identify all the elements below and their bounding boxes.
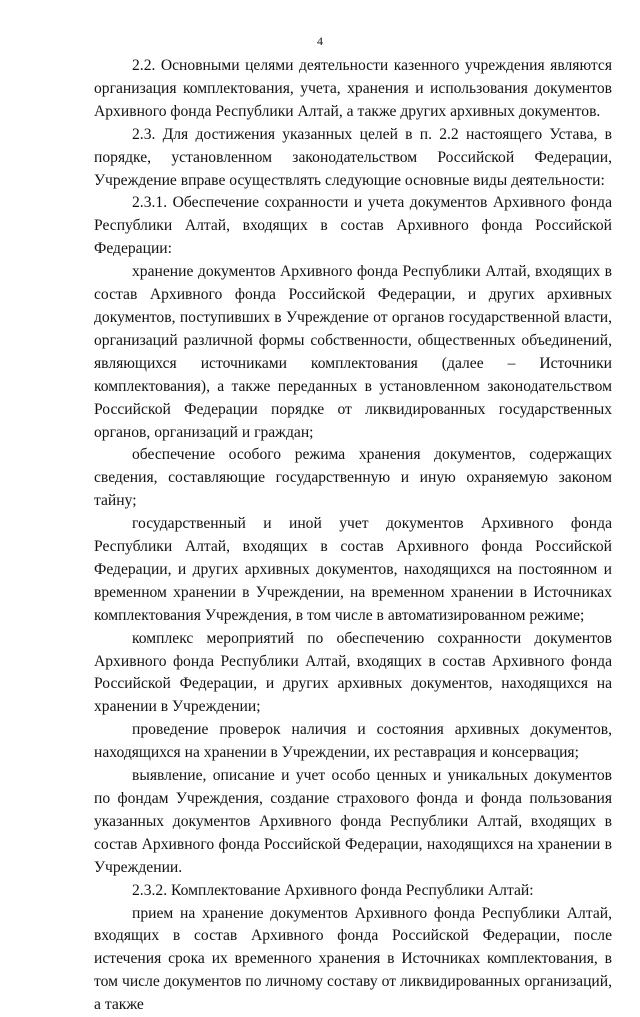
paragraph-inspections: проведение проверок наличия и состояния архивных документов, находящихся на хранении в Учреждении, их реставрация и консервация; xyxy=(94,721,612,762)
document-body xyxy=(94,55,612,1017)
paragraph-2-2: 2.2. Основными целями деятельности казенного учреждения являются организация комплектования, учета, хранения и использования документов Архивного фонда Республики Алтай, а также других архивных документов. xyxy=(94,57,612,120)
paragraph-valuable-documents: выявление, описание и учет особо ценных и уникальных документов по фондам Учреждения, создание страхового фонда и фонда пользования указанных документов Архивного фонда Республики Алтай, входящих в состав Архивного фонда Российской Федерации, находящихся на хранении в Учреждении. xyxy=(94,767,612,876)
paragraph-2-3: 2.3. Для достижения указанных целей в п. 2.2 настоящего Устава, в порядке, установленном законодательством Российской Федерации, Учреждение вправе осуществлять следующие основные виды деятельности: xyxy=(94,125,612,189)
paragraph-state-accounting: государственный и иной учет документов Архивного фонда Республики Алтай, входящих в состав Архивного фонда Российской Федерации, и других архивных документов, находящихся на постоянном и временном хранении в Учреждении, на временном хранении в Источниках комплектования Учреждения, в том числе в автоматизированном режиме; xyxy=(94,515,612,624)
page-number: 4 xyxy=(317,34,323,48)
paragraph-special-regime: обеспечение особого режима хранения документов, содержащих сведения, составляющие государственную и иную охраняемую законом тайну; xyxy=(94,446,612,510)
paragraph-storage: хранение документов Архивного фонда Республики Алтай, входящих в состав Архивного фонда Российской Федерации, и других архивных документов, поступивших в Учреждение от органов государственной власти, организаций различной формы собственности, общественных объединений, являющихся источниками комплектования (далее – Источники комплектования), а также переданных в установленном законодательством Российской Федерации порядке от ликвидированных государственных органов, организаций и граждан; xyxy=(94,263,612,441)
paragraph-acceptance: прием на хранение документов Архивного фонда Республики Алтай, входящих в состав Архивного фонда Российской Федерации, после истечения срока их временного хранения в Источниках комплектования, в том числе документов по личному составу от ликвидированных организаций, а также xyxy=(94,904,612,1014)
paragraph-preservation-measures: комплекс мероприятий по обеспечению сохранности документов Архивного фонда Республики Алтай, входящих в состав Архивного фонда Российской Федерации, и других архивных документов, находящихся на хранении в Учреждении; xyxy=(94,629,612,716)
paragraph-2-3-1: 2.3.1. Обеспечение сохранности и учета документов Архивного фонда Республики Алтай, входящих в состав Архивного фонда Российской Федерации: xyxy=(94,194,612,258)
paragraph-2-3-2: 2.3.2. Комплектование Архивного фонда Республики Алтай: xyxy=(132,881,534,899)
